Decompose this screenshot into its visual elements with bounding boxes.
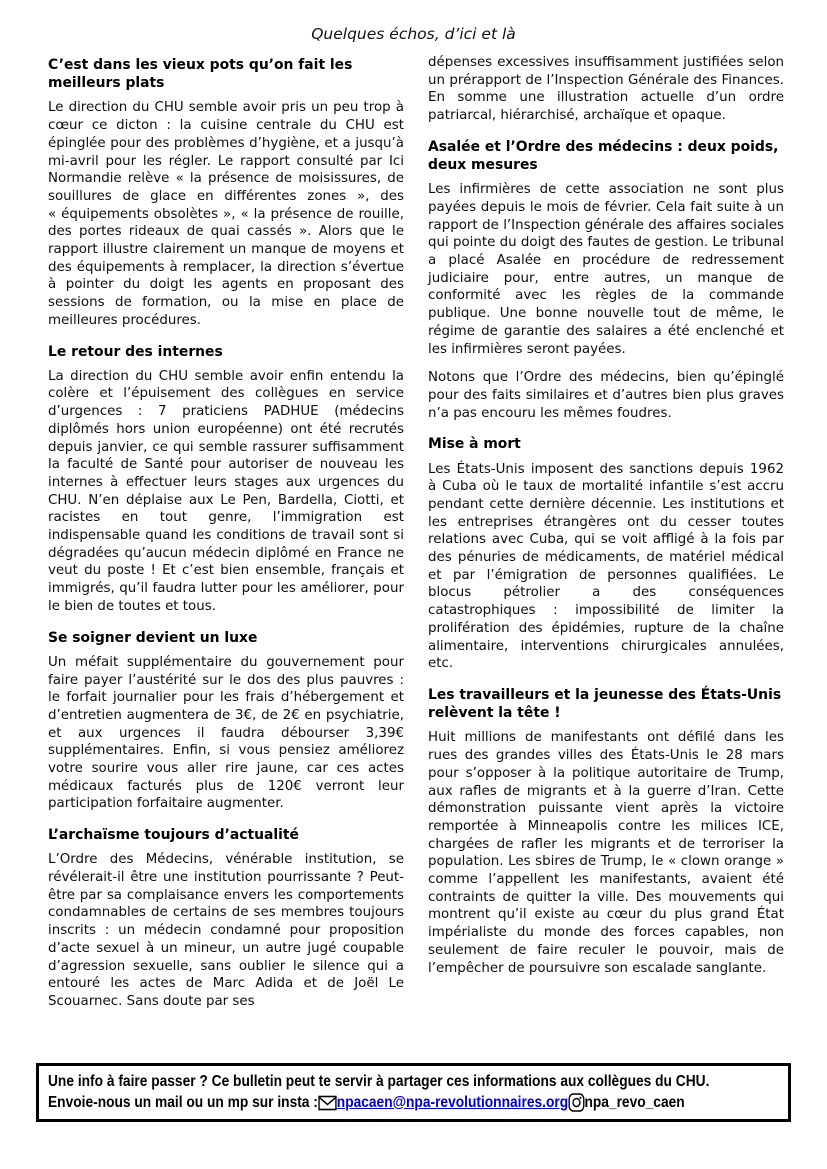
envelope-icon <box>318 1095 337 1111</box>
paragraph: Notons que l’Ordre des médecins, bien qu’épinglé pour des faits similaires et d’autres bien plus graves n’a pas encouru les mêmes foudres. <box>428 370 784 421</box>
instagram-handle: npa_revo_caen <box>584 1094 685 1111</box>
two-column-body <box>0 54 827 1022</box>
paragraph: Le direction du CHU semble avoir pris un peu trop à cœur ce dicton : la cuisine centrale du CHU est épinglée pour des problèmes d’hygiène, et a jusqu’à mi-avril pour les régler. Le rapport consulté par Ici Normandie relève « la présence de moisissures, de souillures de glace en différentes zones », des « équipements obsolètes », « la présence de rouille, des portes rideaux de quai cassés ». Alors que le rapport illustre clairement un manque de moyens et des équipements à remplacer, la direction s’évertue à pointer du doigt les agents en proposant des sessions de formation, ou la mise en place de meilleures procédures. <box>48 100 404 328</box>
paragraph: Les États-Unis imposent des sanctions depuis 1962 à Cuba où le taux de mortalité infantile s’est accru pendant cette dernière décennie. Les institutions et les entreprises étrangères ont du cesser toutes relations avec Cuba, qui se voit affligé à la fois par des pénuries de médicaments, de matériel médical et par l’émigration de personnes qualifiées. Le blocus pétrolier a des conséquences catastrophiques : impossibilité de limiter la prolifération des épidémies, rupture de la chaîne alimentaire, interventions chirurgicales annulées, etc. <box>428 461 784 672</box>
paragraph: Un méfait supplémentaire du gouvernement pour faire payer l’austérité sur le dos des plus pauvres : le forfait journalier pour les frais d’hébergement et d’entretien augmentera de 3€, de 2€ en psychiatrie, et aux urgences il faudra débourser 3,39€ supplémentaires. Enfin, si vous pensiez améliorez votre sourire vous aller rire jaune, car ces actes médicaux facturés plus de 120€ verront leur participation forfaitaire augmenter. <box>48 654 404 812</box>
section-heading-mise-a-mort: Mise à mort <box>428 436 521 453</box>
section-heading-asalee: Asalée et l’Ordre des médecins : deux poids, deux mesures <box>428 138 779 174</box>
section-heading-archaisme: L’archaïsme toujours d’actualité <box>48 827 299 844</box>
contact-line-2 <box>48 1092 685 1113</box>
paragraph: Les infirmières de cette association ne sont plus payées depuis le mois de février. Cela fait suite à un rapport de l’Inspection générale des affaires sociales qui pointe du doigt des fautes de gestion. Le tribunal a placé Asalée en procédure de redressement judiciaire pour, entre autres, un manque de conformité avec les règles de la commande publique. Une bonne nouvelle tout de même, le régime de garantie des salaires a été enclenché et les infirmières seront payées. <box>428 182 784 357</box>
paragraph: L’Ordre des Médecins, vénérable institution, se révélerait-il être une institution pourrissante ? Peut-être par sa complaisance envers les comportements condamnables de certains de ses membres toujours inscrits : un médecin condamné pour proposition d’acte sexuel à un mineur, un autre jugé coupable d’agression sexuelle, sans oublier le silence qui a entouré les actes de Marc Adida et de Joël Le Scouarnec. Sans doute par ses <box>48 852 404 1009</box>
section-heading-retour-internes: Le retour des internes <box>48 343 223 360</box>
contact-box <box>36 1063 791 1122</box>
section-heading-travailleurs-etats-unis: Les travailleurs et la jeunesse des États-Unis relèvent la tête ! <box>428 687 782 722</box>
paragraph: La direction du CHU semble avoir enfin entendu la colère et l’épuisement des collègues en service d’urgences : 7 praticiens PADHUE (médecins diplômés hors union européenne) ont été recrutés depuis janvier, ce qui semble rassurer suffisamment la faculté de Santé pour autoriser de nouveau les internes à effectuer leurs stages aux urgences du CHU. N’en déplaise aux Le Pen, Bardella, Ciotti, et racistes en tout genre, l’immigration est indispensable quand les conditions de travail sont si dégradées qu’aucun médecin diplômé en France ne veut du poste ! Et c’est bien ensemble, français et immigrés, qu’il faudra lutter pour les améliorer, pour le bien de toutes et tous. <box>48 368 404 614</box>
section-heading-se-soigner: Se soigner devient un luxe <box>48 629 258 646</box>
instagram-icon <box>568 1093 584 1112</box>
contact-line-2-label: Envoie-nous un mail ou un mp sur insta : <box>48 1094 318 1111</box>
email-link[interactable]: npacaen@npa-revolutionnaires.org <box>336 1094 569 1111</box>
right-column <box>428 54 784 1022</box>
section-heading-vieux-pots: C’est dans les vieux pots qu’on fait les meilleurs plats <box>48 57 353 92</box>
paragraph-continuation: dépenses excessives insuffisamment justifiées selon un prérapport de l’Inspection Générale des Finances. En somme une illustration actuelle d’un ordre patriarcal, hiérarchisé, archaïque et opaque. <box>428 55 784 124</box>
page-title: Quelques échos, d’ici et là <box>311 25 516 43</box>
contact-line-1: Une info à faire passer ? Ce bulletin peut te servir à partager ces informations aux collègues du CHU. <box>48 1073 710 1090</box>
left-column <box>48 54 404 1022</box>
paragraph: Huit millions de manifestants ont défilé dans les rues des grandes villes des États-Unis le 28 mars pour s’opposer à la politique autoritaire de Trump, aux rafles de migrants et à la guerre d’Iran. Cette démonstration puissante vient après la victoire remportée à Minneapolis contre les milices ICE, chargées de rafler les migrants et de terroriser la population. Les sbires de Trump, le « clown orange » comme l’appellent les manifestants, avaient été contraints de quitter la ville. Des mouvements qui montrent qu’il existe au cœur du plus grand État impérialiste du monde des forces capables, non seulement de faire reculer le pouvoir, mais de l’empêcher de poursuivre son escalade sanglante. <box>428 730 784 976</box>
